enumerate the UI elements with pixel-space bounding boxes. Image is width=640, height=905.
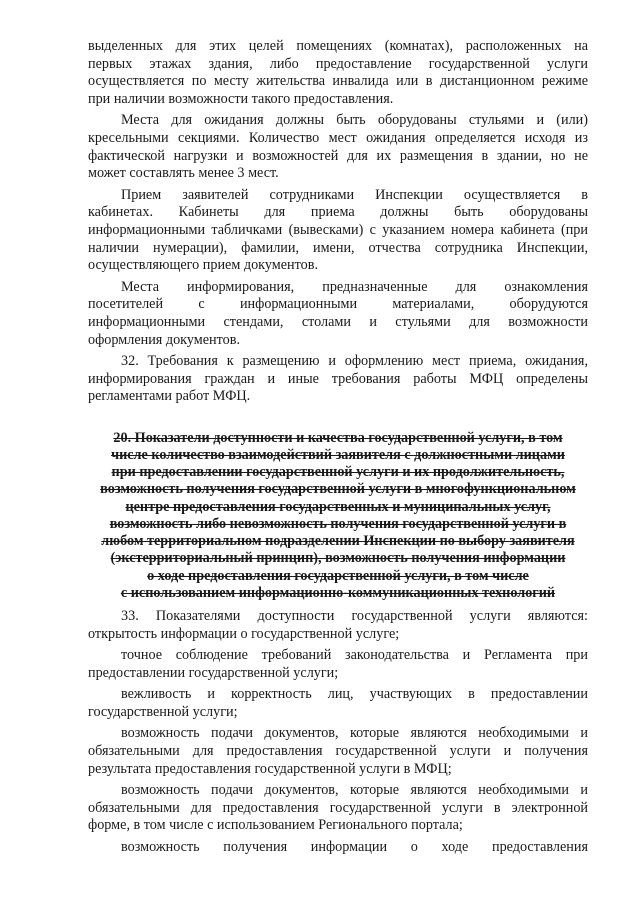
text-line: возможность подачи документов, которые являются необходимыми и xyxy=(121,782,588,799)
text-line: наличии нумерации), фамилии, имени, отчества сотрудника Инспекции, xyxy=(88,239,588,256)
section-placement-requirements xyxy=(88,38,588,406)
text-line: Места информирования, предназначенные для ознакомления xyxy=(121,278,588,295)
heading-line: с использованием информационно-коммуникационных технологий xyxy=(120,584,556,601)
paragraph xyxy=(88,38,588,108)
heading-line: числе количество взаимодействий заявителя с должностными лицами xyxy=(111,447,565,464)
document-page xyxy=(88,38,588,861)
text-line: точное соблюдение требований законодательства и Регламента при xyxy=(121,647,588,664)
text-line: Прием заявителей сотрудниками Инспекции осуществляется в xyxy=(121,186,588,203)
heading-line: центре предоставления государственных и муниципальных услуг, xyxy=(125,498,551,515)
paragraph xyxy=(88,279,588,349)
text-line: открытость информации о государственной услуге; xyxy=(88,625,400,642)
text-line: 33. Показателями доступности государственной услуги являются: xyxy=(121,607,588,624)
heading-line: (экстерриториальный принцип), возможность получения информации xyxy=(110,550,566,567)
text-line: посетителей с информационными материалами, оборудуются xyxy=(88,296,588,313)
text-line: 32. Требования к размещению и оформлению мест приема, ожидания, xyxy=(121,353,588,370)
text-line: при наличии возможности такого предоставления. xyxy=(88,90,394,107)
text-line: Места для ожидания должны быть оборудованы стульями и (или) xyxy=(121,112,588,129)
paragraph xyxy=(88,187,588,275)
heading-line: о ходе предоставления государственной услуги, в том числе xyxy=(147,567,529,584)
heading-line: 20. Показатели доступности и качества государственной услуги, в том xyxy=(113,429,563,446)
text-line: возможность подачи документов, которые являются необходимыми и xyxy=(121,725,588,742)
text-line: государственной услуги; xyxy=(88,703,238,720)
paragraph xyxy=(88,782,588,835)
paragraph xyxy=(88,608,588,643)
text-line: предоставлении государственной услуги; xyxy=(88,664,339,681)
text-line: регламентами работ МФЦ. xyxy=(88,388,251,405)
paragraph xyxy=(88,839,588,857)
text-line: фактической нагрузки и возможностей для их размещения в здании, но не xyxy=(88,147,588,164)
text-line: осуществляющего прием документов. xyxy=(88,257,318,274)
text-line: осуществляется по месту жительства инвалида или в дистанционном режиме xyxy=(88,73,588,90)
text-line: информационными табличками (вывесками) с указанием номера кабинета (при xyxy=(88,221,588,238)
paragraph xyxy=(88,112,588,182)
section-heading-20 xyxy=(88,430,588,602)
paragraph xyxy=(88,725,588,778)
text-line: обязательными для предоставления государственной услуги в электронной xyxy=(88,799,588,816)
text-line: информационными стендами, столами и стульями для возможности xyxy=(88,313,588,330)
text-line: результата предоставления государственной услуги в МФЦ; xyxy=(88,760,452,777)
heading-line: возможность получения государственной услуги в многофункциональном xyxy=(100,481,576,498)
paragraph xyxy=(88,353,588,406)
text-line: вежливость и корректность лиц, участвующих в предоставлении xyxy=(121,686,588,703)
text-line: информирования граждан и иные требования работы МФЦ определены xyxy=(88,370,588,387)
text-line: может составлять менее 3 мест. xyxy=(88,165,279,182)
paragraph xyxy=(88,686,588,721)
heading-line: возможность либо невозможность получения государственной услуги в xyxy=(109,515,567,532)
text-line: выделенных для этих целей помещениях (комнатах), расположенных на xyxy=(88,38,588,54)
text-line: возможность получения информации о ходе предоставления xyxy=(121,839,588,856)
paragraph xyxy=(88,647,588,682)
text-line: кабинетах. Кабинеты для приема должны быть оборудованы xyxy=(88,204,588,221)
text-line: кресельными секциями. Количество мест ожидания определяется исходя из xyxy=(88,129,588,146)
heading-line: при предоставлении государственной услуги и их продолжительность, xyxy=(111,464,565,481)
heading-line: любом территориальном подразделении Инспекции по выбору заявителя xyxy=(101,533,575,550)
text-line: форме, в том числе с использованием Регионального портала; xyxy=(88,817,463,834)
text-line: первых этажах здания, либо предоставление государственной услуги xyxy=(88,55,588,72)
text-line: оформления документов. xyxy=(88,331,241,348)
text-line: обязательными для предоставления государственной услуги и получения xyxy=(88,743,588,760)
section-accessibility-indicators xyxy=(88,608,588,857)
